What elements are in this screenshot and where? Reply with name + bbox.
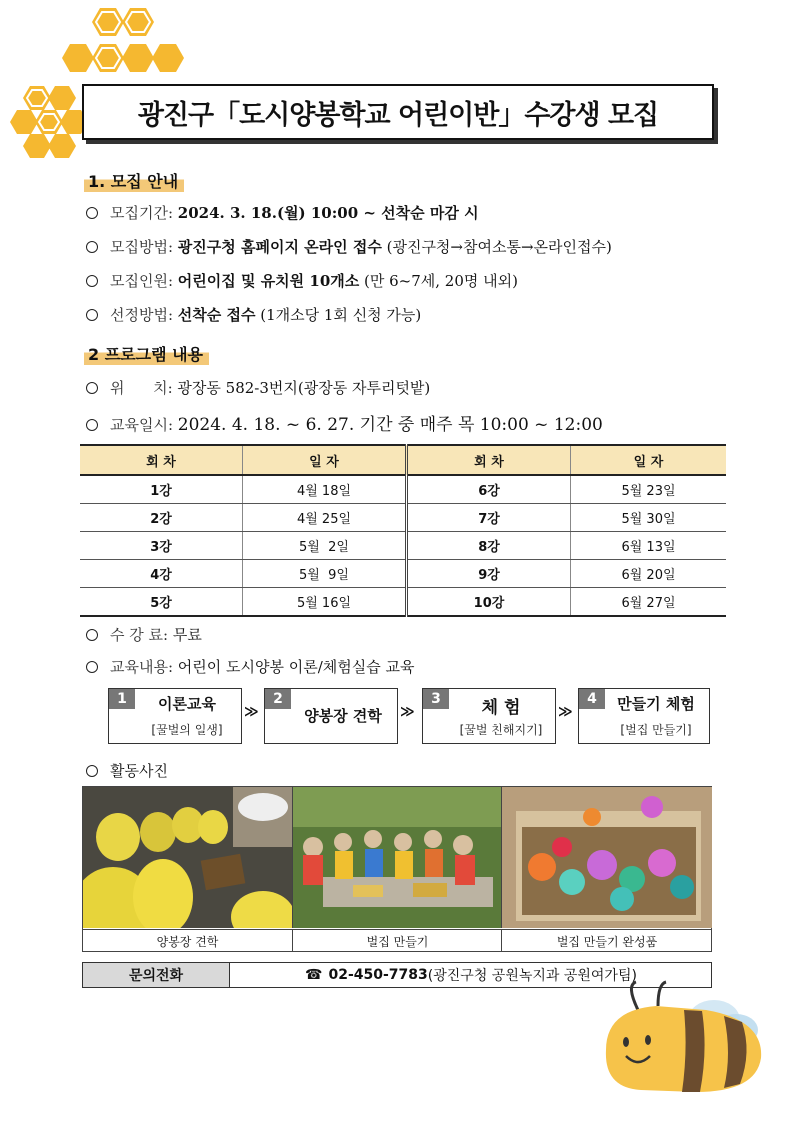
photo-hive-making-image [293,787,502,928]
location-line: 위 치: 광장동 582-3번지(광장동 자투리텃밭) [86,377,430,398]
photo-apiary-visit [83,787,292,928]
schedule-line: 교육일시: 2024. 4. 18. ~ 6. 27. 기간 중 매주 목 10:00 ~ 12:00 [86,410,603,435]
circle-bullet-icon [86,309,98,321]
circle-bullet-icon [86,241,98,253]
contact-department: (광진구청 공원녹지과 공원여가팀) [427,968,637,984]
photo-caption: 벌집 만들기 [292,929,502,952]
circle-bullet-icon [86,207,98,219]
phone-number: 02-450-7783 [328,967,428,983]
circle-bullet-icon [86,661,98,673]
photo-hive-making [292,787,502,928]
section-heading-recruitment: 1. 모집 안내 [84,169,184,192]
recruit-count-line: 모집인원: 어린이집 및 유치원 10개소 (만 6~7세, 20명 내외) [86,270,518,291]
circle-bullet-icon [86,275,98,287]
photo-hive-result [501,787,712,928]
photo-caption: 양봉장 견학 [83,929,292,952]
circle-bullet-icon [86,765,98,777]
photo-caption: 벌집 만들기 완성품 [501,929,712,952]
header-session: 회 차 [80,445,243,475]
header-date: 일 자 [571,445,727,475]
recruit-method-line: 모집방법: 광진구청 홈페이지 온라인 접수 (광진구청→참여소통→온라인접수) [86,236,612,257]
contact-label: 문의전화 [83,963,230,987]
step-4-box: 4 만들기 체험 [벌집 만들기] [578,688,710,744]
phone-icon: ☎ [305,967,323,983]
bee-mascot-icon [596,980,772,1098]
schedule-table [80,444,726,617]
circle-bullet-icon [86,382,98,394]
content-line: 교육내용: 어린이 도시양봉 이론/체험실습 교육 [86,656,415,677]
table-row: 1강 4월 18일 6강 5월 23일 [80,475,726,504]
page-title: 광진구「도시양봉학교 어린이반」수강생 모집 [82,84,714,140]
activity-photos [82,786,712,952]
table-row: 3강 5월 2일 8강 6월 13일 [80,532,726,560]
header-date: 일 자 [243,445,407,475]
step-3-box: 3 체 험 [꿀벌 친해지기] [422,688,556,744]
arrow-icon: ≫ [244,704,259,720]
table-header-row [80,445,726,475]
recruit-period-line: 모집기간: 2024. 3. 18.(월) 10:00 ~ 선착순 마감 시 [86,202,479,223]
header-session: 회 차 [407,445,571,475]
arrow-icon: ≫ [400,704,415,720]
table-row: 2강 4월 25일 7강 5월 30일 [80,504,726,532]
photo-apiary-visit-image [83,787,292,928]
photo-hive-result-image [502,787,712,928]
fee-line: 수 강 료: 무료 [86,624,202,645]
step-2-box: 2 양봉장 견학 [264,688,398,744]
circle-bullet-icon [86,629,98,641]
photos-label-line: 활동사진 [86,760,168,781]
circle-bullet-icon [86,419,98,431]
step-1-box: 1 이론교육 [꿀벌의 일생] [108,688,242,744]
table-row: 4강 5월 9일 9강 6월 20일 [80,560,726,588]
table-row: 5강 5월 16일 10강 6월 27일 [80,588,726,617]
section-heading-program: 2 프로그램 내용 [84,342,209,365]
selection-method-line: 선정방법: 선착순 접수 (1개소당 1회 신청 가능) [86,304,421,325]
arrow-icon: ≫ [558,704,573,720]
